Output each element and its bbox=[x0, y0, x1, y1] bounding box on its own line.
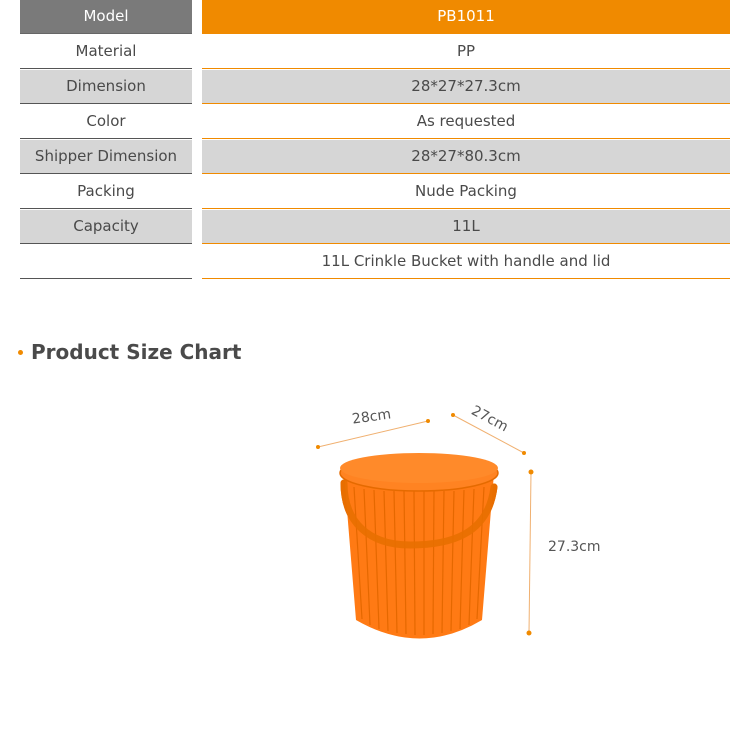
spec-value: 11L bbox=[202, 210, 730, 244]
spec-label: Material bbox=[20, 35, 192, 69]
spec-label: Capacity bbox=[20, 210, 192, 244]
size-chart-figure bbox=[300, 395, 620, 655]
spec-value: 28*27*27.3cm bbox=[202, 70, 730, 104]
height-dimension-line bbox=[529, 472, 531, 633]
spec-label: Model bbox=[20, 0, 192, 34]
spec-label: Dimension bbox=[20, 70, 192, 104]
height-label: 27.3cm bbox=[548, 539, 601, 555]
width-dimension-line bbox=[318, 421, 428, 447]
spec-label: Packing bbox=[20, 175, 192, 209]
spec-row-material bbox=[20, 35, 730, 70]
depth-label: 27cm bbox=[468, 402, 511, 436]
spec-row-description bbox=[20, 245, 730, 280]
section-heading bbox=[18, 340, 241, 364]
bucket-illustration bbox=[300, 395, 620, 655]
spec-value: As requested bbox=[202, 105, 730, 139]
bullet-icon bbox=[18, 350, 23, 355]
spec-value: 28*27*80.3cm bbox=[202, 140, 730, 174]
spec-row-color bbox=[20, 105, 730, 140]
spec-label: Shipper Dimension bbox=[20, 140, 192, 174]
spec-row-capacity bbox=[20, 210, 730, 245]
spec-value: PB1011 bbox=[202, 0, 730, 34]
spec-row-packing bbox=[20, 175, 730, 210]
spec-label: Color bbox=[20, 105, 192, 139]
spec-table bbox=[20, 0, 730, 280]
spec-value: PP bbox=[202, 35, 730, 69]
width-label: 28cm bbox=[351, 406, 393, 428]
spec-value: Nude Packing bbox=[202, 175, 730, 209]
spec-row-dimension bbox=[20, 70, 730, 105]
spec-row-shipper-dimension bbox=[20, 140, 730, 175]
spec-label bbox=[20, 245, 192, 279]
spec-row-model bbox=[20, 0, 730, 35]
section-title: Product Size Chart bbox=[31, 340, 242, 364]
spec-value: 11L Crinkle Bucket with handle and lid bbox=[202, 245, 730, 279]
